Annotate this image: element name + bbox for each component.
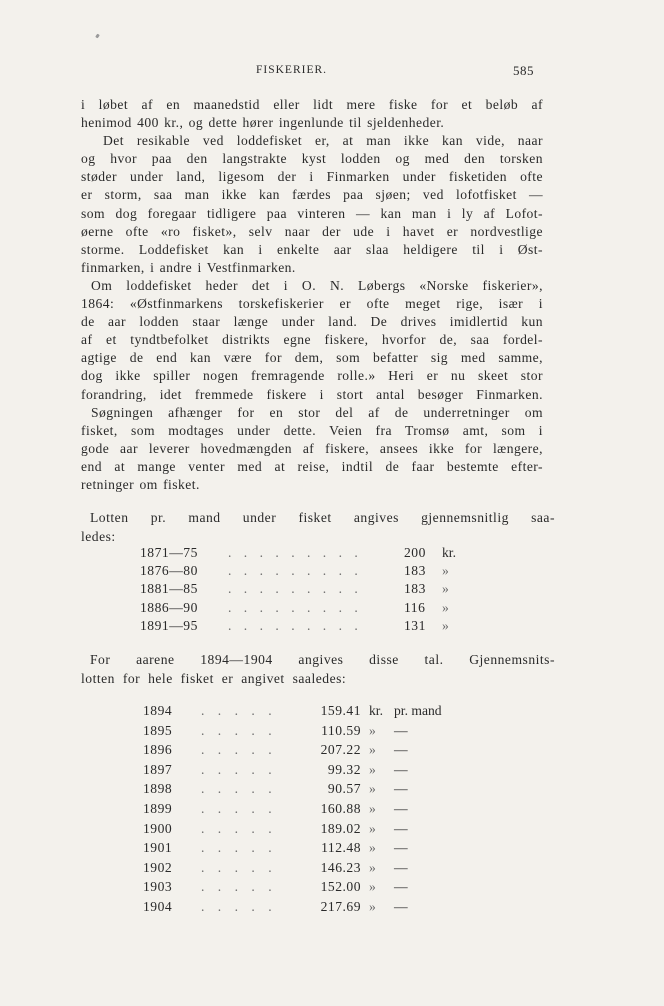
leader-dots: . . . . . [201, 742, 277, 758]
per-man-cell: — [394, 800, 408, 816]
year-cell: 1899 [143, 800, 173, 816]
leader-dots: . . . . . [201, 761, 277, 777]
leader-dots: . . . . . [201, 840, 277, 856]
table-row [143, 840, 473, 860]
value-cell: 183 [404, 581, 426, 597]
year-cell: 1897 [143, 761, 173, 777]
leader-dots: . . . . . [201, 703, 277, 718]
leader-dots: . . . . . [201, 722, 277, 738]
leader-dots: . . . . . . . . . [228, 581, 363, 597]
unit-cell: » [369, 859, 376, 875]
running-title: FISKERIER. [256, 64, 328, 76]
text-line: af et tyndtbefolket distrikts egne fiskere, hvorfor de, saa fordel- [81, 332, 543, 348]
value-cell: 131 [404, 617, 426, 633]
value-cell: 217.69 [320, 898, 361, 914]
year-cell: 1898 [143, 781, 173, 797]
table-row [143, 762, 473, 782]
text-line: lotten for hele fisket er angivet saaledes: [81, 670, 347, 686]
unit-cell: » [442, 563, 449, 579]
period-cell: 1891—95 [140, 617, 198, 633]
unit-cell: » [369, 800, 376, 816]
paragraph-3 [81, 277, 543, 404]
body-text [81, 96, 543, 494]
table-row [140, 618, 470, 636]
value-cell: 160.88 [320, 800, 361, 816]
page-header [0, 64, 664, 82]
per-man-cell: pr. mand [394, 703, 442, 718]
leader-dots: . . . . . . . . . [228, 563, 363, 579]
text-line: er storm, saa man ikke kan færdes paa sjøen; ved lofotfisket — [81, 187, 543, 203]
value-cell: 183 [404, 563, 426, 579]
leader-dots: . . . . . [201, 879, 277, 895]
per-man-cell: — [394, 781, 408, 797]
unit-cell: » [369, 879, 376, 895]
text-line: i løbet af en maanedstid eller lidt mere fiske for et beløb af [81, 97, 543, 112]
text-line: henimod 400 kr., og dette hører ingenlunde til sjeldenheder. [81, 115, 445, 131]
text-line: agtige de end kan være for dem, som befatter sig med samme, [81, 350, 543, 366]
text-line: Søgningen afhænger for en stor del af de underretninger om [91, 404, 543, 420]
table-row [143, 723, 473, 743]
text-line: For aarene 1894—1904 angives disse tal. Gjennemsnits- [90, 652, 555, 667]
year-cell: 1902 [143, 859, 173, 875]
table-row [143, 781, 473, 801]
text-line: øerne ofte «ro fisket», selv naar der ude i havet er nordvestlige [81, 223, 543, 239]
table-row [140, 563, 470, 581]
per-man-cell: — [394, 761, 408, 777]
text-line: 1864: «Østfinmarkens torskefiskerier er ofte meget rige, især i [81, 296, 543, 312]
leader-dots: . . . . . [201, 898, 277, 914]
leader-dots: . . . . . [201, 800, 277, 816]
value-cell: 159.41 [320, 703, 361, 718]
text-line: retninger om fisket. [81, 476, 200, 492]
paragraph-4 [81, 404, 543, 494]
table-row [143, 801, 473, 821]
per-man-cell: — [394, 820, 408, 836]
year-cell: 1895 [143, 722, 173, 738]
table1-intro [81, 509, 555, 546]
text-line: som dog foregaar tidligere paa vinteren — kan man i ly af Lofot- [81, 205, 543, 221]
text-line: end at mange venter med at reise, indtil de faar bestemte efter- [81, 458, 543, 474]
table-row [143, 899, 473, 919]
unit-cell: » [369, 761, 376, 777]
per-man-cell: — [394, 879, 408, 895]
leader-dots: . . . . . [201, 859, 277, 875]
per-man-cell: — [394, 840, 408, 856]
leader-dots: . . . . . [201, 820, 277, 836]
unit-cell: kr. [442, 545, 456, 560]
per-man-cell: — [394, 898, 408, 914]
value-cell: 152.00 [320, 879, 361, 895]
text-line: Det resikable ved loddefisket er, at man ikke kan vide, naar [103, 133, 543, 149]
per-man-cell: — [394, 722, 408, 738]
period-cell: 1871—75 [140, 545, 198, 560]
text-line: de aar lodden staar længe under land. De drives imidlertid kun [81, 314, 543, 330]
value-cell: 110.59 [321, 722, 361, 738]
year-cell: 1896 [143, 742, 173, 758]
unit-cell: » [442, 581, 449, 597]
value-cell: 146.23 [320, 859, 361, 875]
unit-cell: kr. [369, 703, 383, 718]
year-cell: 1901 [143, 840, 173, 856]
year-cell: 1904 [143, 898, 173, 914]
unit-cell: » [369, 742, 376, 758]
year-cell: 1894 [143, 703, 173, 718]
text-line: ledes: [81, 528, 116, 544]
text-line: gode aar leverer hovedmængden af fiskere, ansees ikke for længere, [81, 440, 543, 456]
print-speck [95, 34, 100, 39]
text-line: støder under land, ligesom der i Finmarken under fisketiden ofte [81, 169, 543, 185]
table-row [140, 581, 470, 599]
year-cell: 1900 [143, 820, 173, 836]
text-line: fisket, som modtages under dette. Veien fra Tromsø amt, som i [81, 422, 543, 438]
table-row [143, 742, 473, 762]
value-cell: 116 [404, 599, 426, 615]
value-cell: 200 [404, 545, 426, 560]
value-cell: 99.32 [327, 761, 361, 777]
value-cell: 189.02 [320, 820, 361, 836]
unit-cell: » [369, 781, 376, 797]
unit-cell: » [369, 820, 376, 836]
year-cell: 1903 [143, 879, 173, 895]
text-line: Lotten pr. mand under fisket angives gjennemsnitlig saa- [90, 510, 555, 525]
unit-cell: » [442, 599, 449, 615]
paragraph-2 [81, 132, 543, 277]
unit-cell: » [369, 840, 376, 856]
table-row [143, 860, 473, 880]
per-man-cell: — [394, 859, 408, 875]
table-row [143, 703, 473, 723]
text-line: og hvor paa den langstrakte kyst lodden og med den torsken [81, 151, 543, 167]
unit-cell: » [369, 722, 376, 738]
text-line: dog ikke spiller nogen fremragende rolle.» Heri er nu skeet stor [81, 368, 543, 384]
leader-dots: . . . . . . . . . [228, 545, 363, 560]
table-row [143, 879, 473, 899]
value-cell: 90.57 [327, 781, 361, 797]
unit-cell: » [442, 617, 449, 633]
leader-dots: . . . . . . . . . [228, 599, 363, 615]
per-man-cell: — [394, 742, 408, 758]
period-cell: 1881—85 [140, 581, 198, 597]
leader-dots: . . . . . . . . . [228, 617, 363, 633]
text-line: storme. Loddefisket kan i enkelte aar slaa heldigere til i Øst- [81, 241, 543, 257]
value-cell: 112.48 [321, 840, 361, 856]
unit-cell: » [369, 898, 376, 914]
table2-intro [81, 651, 555, 688]
text-line: forandring, idet fremmede fiskere i stort antal besøger Finmarken. [81, 386, 543, 402]
period-cell: 1876—80 [140, 563, 198, 579]
value-cell: 207.22 [320, 742, 361, 758]
paragraph-1 [81, 96, 543, 132]
yearly-lot-table [143, 703, 473, 919]
table-row [140, 600, 470, 618]
text-line: Om loddefisket heder det i O. N. Løbergs «Norske fiskerier», [91, 277, 543, 293]
table-row [140, 545, 470, 563]
period-cell: 1886—90 [140, 599, 198, 615]
leader-dots: . . . . . [201, 781, 277, 797]
text-line: finmarken, i andre i Vestfinmarken. [81, 259, 296, 275]
lot-per-man-table [140, 545, 470, 636]
page-number: 585 [513, 63, 534, 78]
table-row [143, 821, 473, 841]
